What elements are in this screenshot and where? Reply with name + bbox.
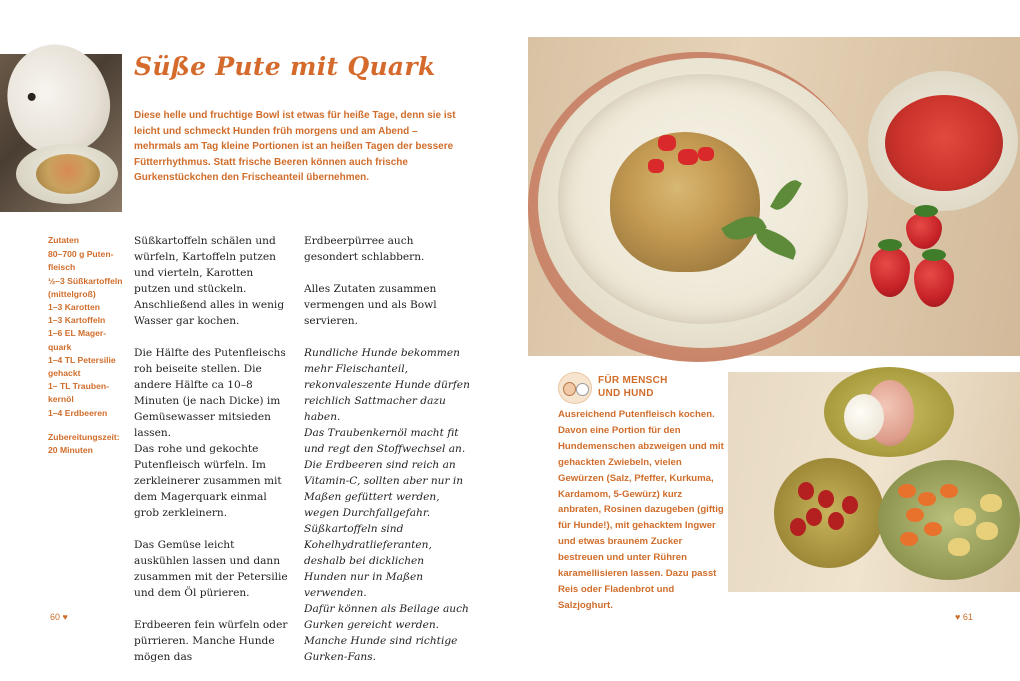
bowl-vegetables: [878, 460, 1020, 580]
dog-eating-photo: [0, 54, 122, 212]
tip-paragraph: Rundliche Hunde bekommen mehr Fleischanteil, rekonvaleszente Hunde dürfen reichlich Sattmacher dazu haben.: [304, 347, 470, 423]
recipe-title: Süße Pute mit Quark: [134, 52, 436, 81]
ingredient-item: ½–3 Süßkartoffeln (mittelgroß): [48, 275, 123, 299]
instruction-paragraph: Erdbeerpürree auch gesondert schlabbern.: [304, 235, 425, 263]
quark: [844, 394, 884, 440]
tip-paragraph: Süßkartoffeln sind Kohelhydratlieferanten, deshalb bei dicklichen Hunden nur in Maßen verwenden.: [304, 523, 432, 599]
ingredient-item: 80–700 g Puten-fleisch: [48, 249, 114, 273]
strawberry-puree: [885, 95, 1003, 191]
tip-paragraph: Dafür können als Beilage auch Gurken gereicht werden. Manche Hunde sind richtige Gurken-Fans.: [304, 603, 469, 663]
ingredient-item: 1– TL Trauben-kernöl: [48, 381, 109, 405]
instruction-paragraph: Süßkartoffeln schälen und würfeln, Kartoffeln putzen und vierteln, Karotten putzen und stückeln. Anschließend alles in wenig Wasser gar kochen.: [134, 235, 285, 327]
sidebar-title-line: FÜR MENSCH: [598, 375, 668, 386]
page-number-left: 60 ♥: [50, 612, 68, 622]
ingredient-item: 1–3 Kartoffeln: [48, 315, 106, 326]
instruction-paragraph: Das rohe und gekochte Putenfleisch würfeln. Im zerkleinerer zusammen mit dem Magerquark einmal grob zerkleinern.: [134, 443, 282, 519]
instructions-column-1: [134, 233, 292, 681]
page-number-right: ♥ 61: [955, 612, 973, 622]
recipe-intro: Diese helle und fruchtige Bowl ist etwas für heiße Tage, denn sie ist leicht und schmeckt Hunden früh morgens und am Abend – mehrmals am Tag kleine Portionen ist an heißen Tagen der bessere Fütterrhythmus. Statt frische Beeren können auch frische Gurkenstückchen den Frischeanteil übernehmen.: [134, 110, 456, 183]
bowl-strawberries: [774, 458, 884, 568]
sidebar-title: [598, 375, 668, 400]
strawberry: [914, 257, 954, 307]
sidebar-title-line: UND HUND: [598, 387, 654, 399]
strawberry: [870, 247, 910, 297]
ingredient-item: 1–3 Karotten: [48, 302, 101, 313]
dog-food: [36, 154, 100, 194]
bowl-photo: [528, 37, 1020, 356]
instruction-paragraph: Das Gemüse leicht auskühlen lassen und dann zusammen mit der Petersilie und dem Öl pürieren.: [134, 539, 288, 599]
instruction-paragraph: Alles Zutaten zusammen vermengen und als Bowl servieren.: [304, 283, 437, 327]
ingredient-item: 1–4 TL Petersilie gehackt: [48, 354, 116, 379]
tip-paragraph: Das Traubenkernöl macht fit und regt den Stoffwechsel an. Die Erdbeeren sind reich an Vitamin-C, sollten aber nur in Maßen gefüttert werden, wegen Durchfallgefahr.: [304, 427, 466, 519]
ingredients-photo: [728, 372, 1020, 592]
prep-time-value: 20 Minuten: [48, 445, 93, 456]
ingredients-heading: Zutaten: [48, 235, 80, 245]
prep-time: [48, 431, 126, 457]
ingredient-item: 1–4 Erdbeeren: [48, 407, 108, 418]
strawberry: [906, 213, 942, 249]
instructions-column-2: [304, 233, 470, 665]
ingredient-item: 1–6 EL Mager-quark: [48, 328, 107, 352]
instruction-paragraph: Die Hälfte des Putenfleischs roh beiseite stellen. Die andere Hälfte ca 10–8 Minuten (je nach Dicke) im Gemüsewasser mitsieden lassen.: [134, 347, 286, 439]
human-and-dog-icon: [558, 372, 592, 404]
prep-time-label: Zubereitungszeit:: [48, 431, 120, 442]
instruction-paragraph: Erdbeeren fein würfeln oder pürrieren. Manche Hunde mögen das: [134, 619, 288, 663]
sidebar-text: Ausreichend Putenfleisch kochen. Davon eine Portion für den Hundemenschen abzweigen und mit gehackten Zwiebeln, vielen Gewürzen (Salz, Pfeffer, Kurkuma, Kardamom, 5-Gewürz) kurz anbraten, Rosinen dazugeben (giftig für Hunde!), mit gehacktem Ingwer und etwas braunem Zucker bestreuen und unter Rühren karamellisieren lassen. Dazu passt Reis oder Fladenbrot und Salzjoghurt.: [558, 409, 724, 611]
ingredients-list: [48, 234, 126, 457]
